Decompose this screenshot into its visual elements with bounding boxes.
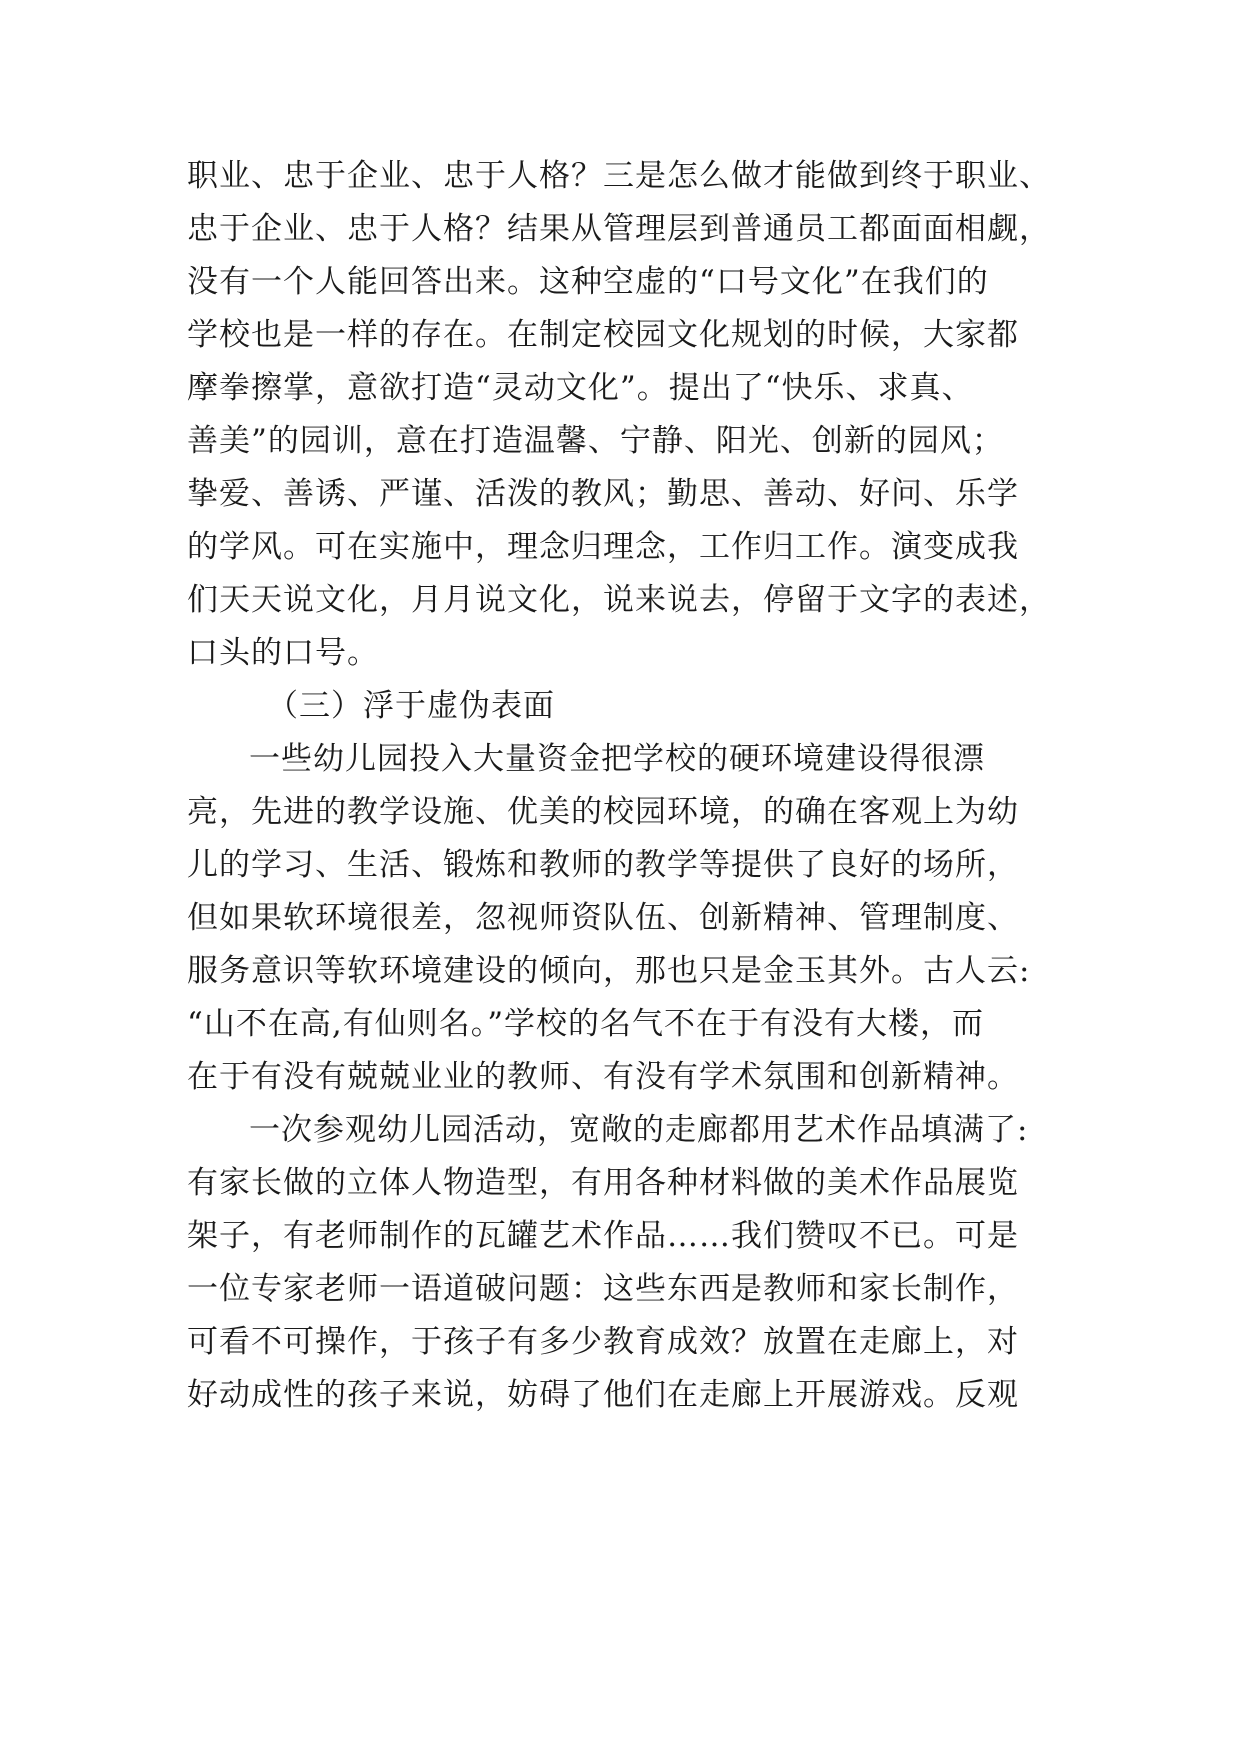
text-line: 的学风。可在实施中，理念归理念，工作归工作。演变成我 <box>187 529 1019 565</box>
paragraph-first-line: 一次参观幼儿园活动，宽敞的走廊都用艺术作品填满了: <box>249 1112 1029 1148</box>
text-line: 职业、忠于企业、忠于人格？三是怎么做才能做到终于职业、 <box>187 158 1051 194</box>
text-line: 在于有没有兢兢业业的教师、有没有学术氛围和创新精神。 <box>187 1059 1019 1095</box>
text-line: 们天天说文化，月月说文化，说来说去，停留于文字的表述， <box>187 582 1051 618</box>
text-line: 架子，有老师制作的瓦罐艺术作品……我们赞叹不已。可是 <box>187 1218 1019 1254</box>
paragraph-first-line: 一些幼儿园投入大量资金把学校的硬环境建设得很漂 <box>249 741 985 777</box>
text-line: 忠于企业、忠于人格？结果从管理层到普通员工都面面相觑， <box>187 211 1051 247</box>
text-line: 一位专家老师一语道破问题：这些东西是教师和家长制作， <box>187 1271 1019 1307</box>
text-line: 但如果软环境很差，忽视师资队伍、创新精神、管理制度、 <box>187 900 1019 936</box>
text-line: 服务意识等软环境建设的倾向，那也只是金玉其外。古人云: <box>187 953 1031 989</box>
text-line: 亮，先进的教学设施、优美的校园环境，的确在客观上为幼 <box>187 794 1019 830</box>
text-line: 好动成性的孩子来说，妨碍了他们在走廊上开展游戏。反观 <box>187 1377 1019 1413</box>
text-line: 儿的学习、生活、锻炼和教师的教学等提供了良好的场所， <box>187 847 1019 883</box>
text-line: 摩拳擦掌，意欲打造“灵动文化”。提出了“快乐、求真、 <box>187 370 974 406</box>
text-line: 口头的口号。 <box>187 635 379 671</box>
text-line: 善美”的园训，意在打造温馨、宁静、阳光、创新的园风； <box>187 423 1004 459</box>
text-line: 没有一个人能回答出来。这种空虚的“口号文化”在我们的 <box>187 264 989 300</box>
text-line: 学校也是一样的存在。在制定校园文化规划的时候，大家都 <box>187 317 1019 353</box>
text-line: 有家长做的立体人物造型，有用各种材料做的美术作品展览 <box>187 1165 1019 1201</box>
text-line: “山不在高,有仙则名。”学校的名气不在于有没有大楼，而 <box>187 1006 985 1042</box>
text-line: 可看不可操作，于孩子有多少教育成效？放置在走廊上，对 <box>187 1324 1019 1360</box>
section-heading: （三）浮于虚伪表面 <box>267 688 555 724</box>
text-line: 挚爱、善诱、严谨、活泼的教风；勤思、善动、好问、乐学 <box>187 476 1019 512</box>
document-body <box>187 150 1087 1422</box>
